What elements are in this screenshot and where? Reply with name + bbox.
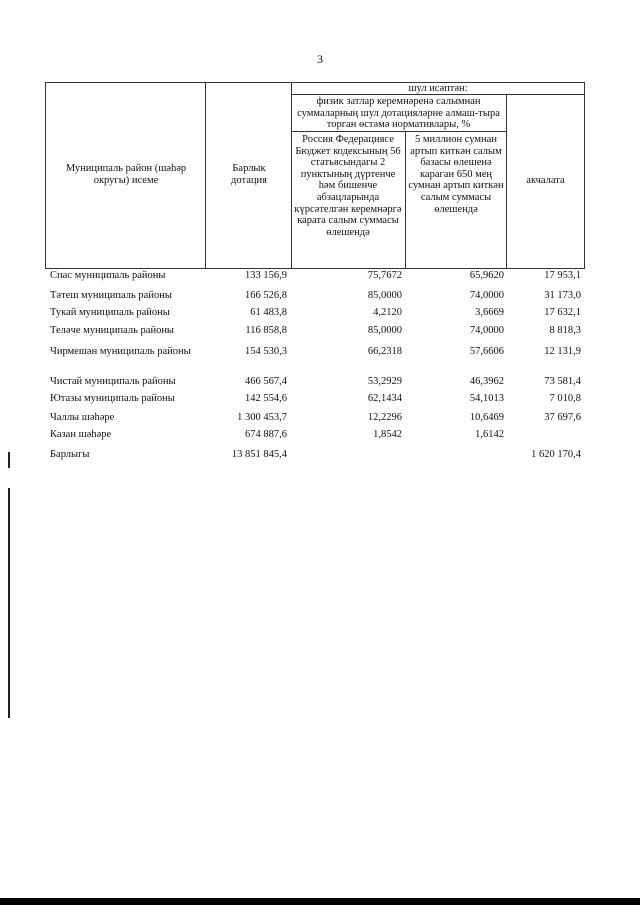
scan-edge-mark-bottom	[8, 488, 10, 718]
row-name: Тәтеш муниципаль районы	[50, 290, 172, 301]
row-name: Теләче муниципаль районы	[50, 325, 174, 336]
row-name: Казан шәһәре	[50, 429, 112, 440]
row-normative-1: 12,2296	[367, 412, 402, 423]
header-cash: акчалата	[526, 175, 565, 186]
row-normative-2: 74,0000	[469, 325, 504, 336]
row-normative-2: 57,6606	[469, 346, 504, 357]
row-cash: 17 632,1	[544, 307, 581, 318]
row-normative-1: 85,0000	[367, 325, 402, 336]
row-cash: 1 620 170,4	[531, 449, 581, 460]
row-normative-2: 74,0000	[469, 290, 504, 301]
header-normative-group: физик затлар керемнәренә салымнан суммаларның шул дотацияләрне алмаш-тыра торган өстәмә нормативлары, %	[297, 96, 500, 131]
row-cash: 8 818,3	[549, 325, 581, 336]
row-name: Ютазы муниципаль районы	[50, 393, 175, 404]
header-bottom-border	[45, 268, 585, 269]
row-total: 166 526,8	[245, 290, 287, 301]
row-normative-1: 1,8542	[373, 429, 402, 440]
col-border-1	[205, 82, 206, 269]
scan-bottom-border	[0, 898, 640, 905]
scan-edge-mark-top	[8, 452, 10, 468]
row-normative-1: 75,7672	[367, 270, 402, 281]
col-border-3	[405, 131, 406, 269]
row-name: Тукай муниципаль районы	[50, 307, 170, 318]
row-cash: 17 953,1	[544, 270, 581, 281]
row-total: 1 300 453,7	[237, 412, 287, 423]
row-normative-2: 65,9620	[469, 270, 504, 281]
row-normative-2: 3,6669	[475, 307, 504, 318]
row-total: 142 554,6	[245, 393, 287, 404]
row-cash: 73 581,4	[544, 376, 581, 387]
row-total: 61 483,8	[250, 307, 287, 318]
col-border-left	[45, 82, 46, 269]
row-normative-1: 53,2929	[367, 376, 402, 387]
page-number: 3	[317, 52, 323, 66]
row-total: 133 156,9	[245, 270, 287, 281]
row-total: 116 858,8	[245, 325, 287, 336]
row-total: 466 567,4	[245, 376, 287, 387]
row-normative-1: 4,2120	[373, 307, 402, 318]
row-normative-2: 10,6469	[469, 412, 504, 423]
header-municipality: Муниципаль район (шәһәр округы) исеме	[65, 163, 187, 186]
header-including: шул исәптән:	[408, 83, 468, 94]
row-cash: 12 131,9	[544, 346, 581, 357]
row-normative-2: 54,1013	[469, 393, 504, 404]
row-name: Чистай муниципаль районы	[50, 376, 176, 387]
header-normative-2: 5 миллион сумнан артып киткән салым базасы өлешенә караган 650 мең сумнан артып киткән салым суммасы өлешендә	[408, 134, 504, 215]
header-border-normative	[291, 131, 506, 132]
row-total: 674 887,6	[245, 429, 287, 440]
row-name: Спас муниципаль районы	[50, 270, 166, 281]
row-normative-1: 62,1434	[367, 393, 402, 404]
row-name: Чаллы шәһәре	[50, 412, 115, 423]
row-name: Барлыгы	[50, 449, 90, 460]
row-normative-2: 46,3962	[469, 376, 504, 387]
row-cash: 37 697,6	[544, 412, 581, 423]
row-cash: 7 010,8	[549, 393, 581, 404]
row-normative-1: 85,0000	[367, 290, 402, 301]
col-border-right	[584, 82, 585, 269]
row-total: 13 851 845,4	[231, 449, 287, 460]
row-normative-1: 66,2318	[367, 346, 402, 357]
row-cash: 31 173,0	[544, 290, 581, 301]
row-name: Чирмешән муниципаль районы	[50, 346, 191, 357]
header-normative-1: Россия Федерациясе Бюджет кодексының 56 статьясындагы 2 пунктының дүртенче һәм бишенче абзацларында күрсәтелгән керемнәргә карата салым суммасы өлешендә	[294, 134, 402, 238]
row-total: 154 530,3	[245, 346, 287, 357]
row-normative-2: 1,6142	[475, 429, 504, 440]
header-total-dotation: Барлык дотация	[231, 163, 267, 186]
